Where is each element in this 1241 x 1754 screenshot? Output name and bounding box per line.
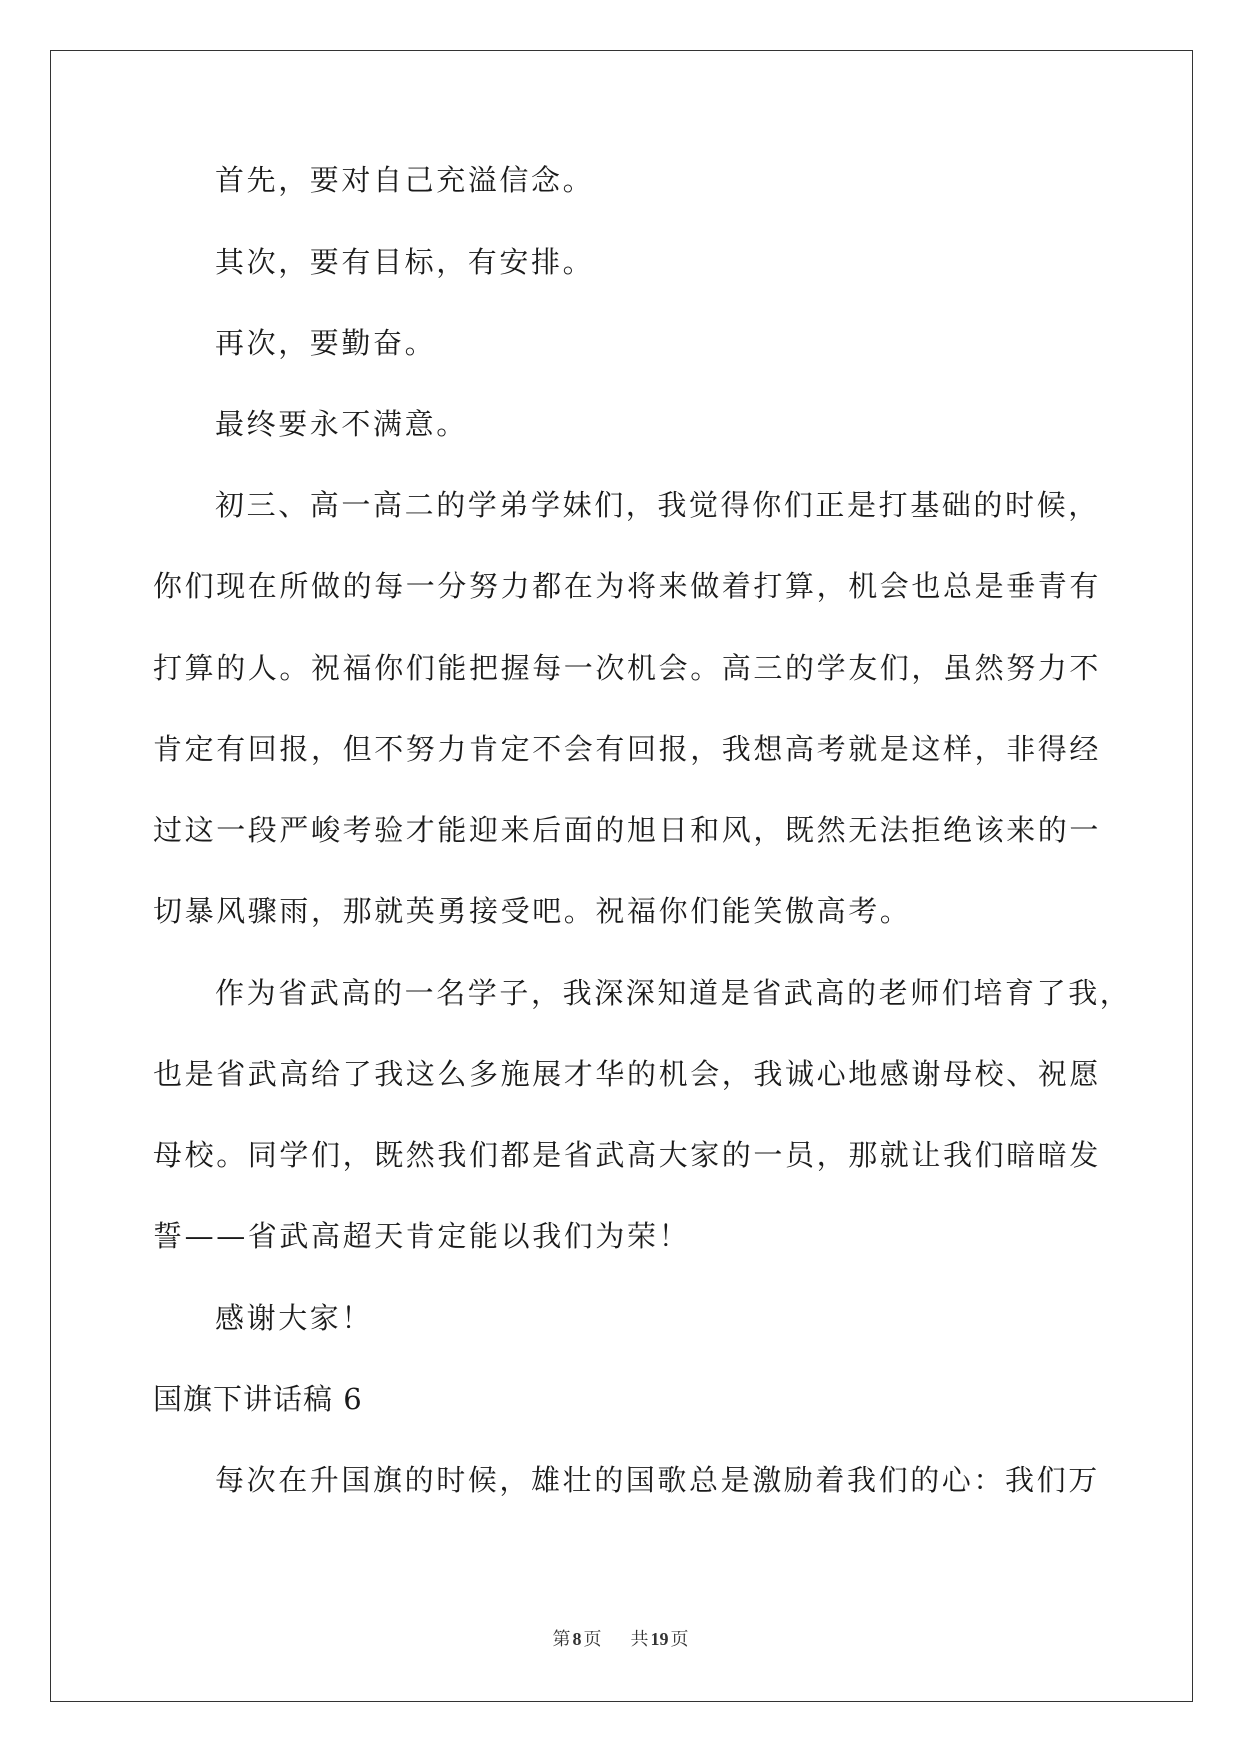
paragraph-line: 切暴风骤雨，那就英勇接受吧。祝福你们能笑傲高考。 xyxy=(153,894,912,928)
page-total: 19 xyxy=(650,1629,669,1649)
total-prefix: 共 xyxy=(630,1629,649,1649)
paragraph-line: 也是省武高给了我这么多施展才华的机会，我诚心地感谢母校、祝愿 xyxy=(153,1057,1102,1091)
paragraph-line: 感谢大家！ xyxy=(215,1301,374,1335)
page-footer xyxy=(0,1627,1241,1651)
paragraph-line: 打算的人。祝福你们能把握每一次机会。高三的学友们，虽然努力不 xyxy=(153,651,1102,685)
paragraph-line: 过这一段严峻考验才能迎来后面的旭日和风，既然无法拒绝该来的一 xyxy=(153,813,1102,847)
page-prefix: 第 xyxy=(552,1629,571,1649)
paragraph-line: 最终要永不满意。 xyxy=(215,407,468,441)
page-current: 8 xyxy=(572,1629,582,1649)
paragraph-line: 母校。同学们，既然我们都是省武高大家的一员，那就让我们暗暗发 xyxy=(153,1138,1102,1172)
paragraph-line: 初三、高一高二的学弟学妹们，我觉得你们正是打基础的时候， xyxy=(215,488,1100,522)
paragraph-line: 肯定有回报，但不努力肯定不会有回报，我想高考就是这样，非得经 xyxy=(153,732,1102,766)
paragraph-line: 作为省武高的一名学子，我深深知道是省武高的老师们培育了我， xyxy=(215,976,1132,1010)
paragraph-line: 誓——省武高超天肯定能以我们为荣！ xyxy=(153,1219,691,1253)
paragraph-line: 首先，要对自己充溢信念。 xyxy=(215,163,595,197)
section-heading: 国旗下讲话稿 6 xyxy=(153,1382,363,1416)
paragraph-line: 每次在升国旗的时候，雄壮的国歌总是激励着我们的心：我们万 xyxy=(215,1463,1100,1497)
paragraph-line: 再次，要勤奋。 xyxy=(215,326,437,360)
page-unit: 页 xyxy=(583,1629,602,1649)
paragraph-line: 其次，要有目标，有安排。 xyxy=(215,245,595,279)
paragraph-line: 你们现在所做的每一分努力都在为将来做着打算，机会也总是垂青有 xyxy=(153,569,1102,603)
page-border xyxy=(50,50,1193,1702)
total-unit: 页 xyxy=(670,1629,689,1649)
